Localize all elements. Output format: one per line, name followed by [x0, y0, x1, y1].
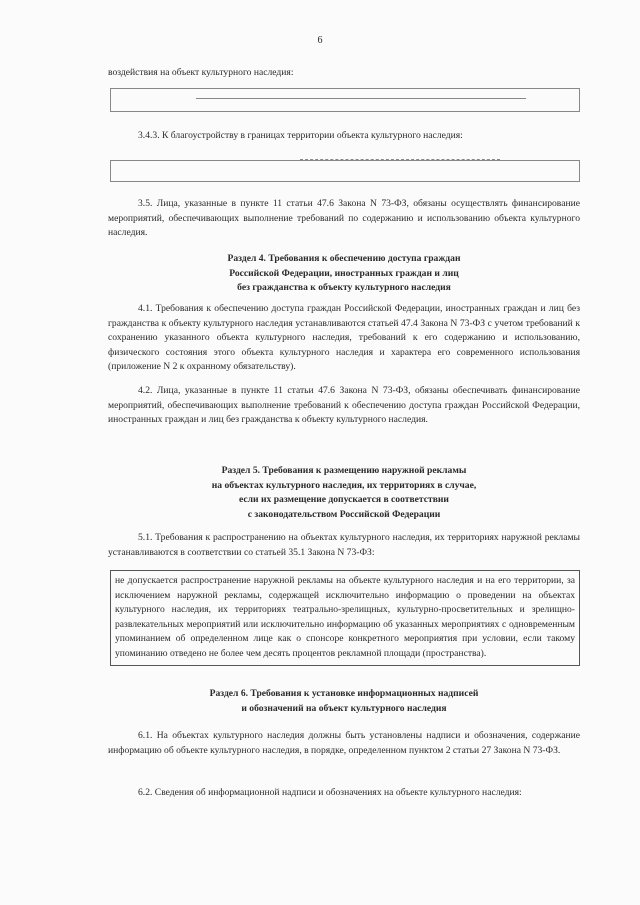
section6-title [108, 687, 580, 716]
item-6-2: 6.2. Сведения об информационной надписи и обозначениях на объекте культурного наследия: [138, 787, 522, 798]
item-5-1: 5.1. Требования к распространению на объектах культурного наследия, их территориях наружной рекламы устанавливаются в соответствии со статьей 35.1 Закона N 73-ФЗ: [108, 532, 580, 558]
impact-line: воздействия на объект культурного наследия: [108, 67, 294, 78]
item-3-4-3: 3.4.3. К благоустройству в границах территории объекта культурного наследия: [138, 130, 463, 141]
advertising-rules-box: не допускается распространение наружной рекламы на объекте культурного наследия и на его территории, за исключением наружной рекламы, содержащей исключительно информацию о проведении на объектах культурного наследия, их территориях театрально-зрелищных, культурно-просветительных и зрелищно-развлекательных мероприятий или исключительно информацию об указанных мероприятиях с одновременным упоминанием об определенном лице как о спонсоре конкретного мероприятия при условии, если такому упоминанию отведено не более чем десять процентов рекламной площади (пространства). [110, 570, 580, 666]
section4-title [108, 252, 580, 296]
section5-title-line: если их размещение допускается в соответствии [239, 494, 449, 506]
section4-title-line: Российской Федерации, иностранных граждан и лиц [229, 267, 459, 279]
section4-title-line: Раздел 4. Требования к обеспечению доступа граждан [227, 253, 461, 264]
item-3-5: 3.5. Лица, указанные в пункте 11 статьи 47.6 Закона N 73-ФЗ, обязаны осуществлять финансирование мероприятий, обеспечивающих выполнение требований по содержанию и использованию объекта культурного наследия. [108, 198, 580, 239]
item-4-2: 4.2. Лица, указанные в пункте 11 статьи 47.6 Закона N 73-ФЗ, обязаны обеспечивать финансирование мероприятий, обеспечивающих выполнение требований к обеспечению доступа граждан Российской Федерации, иностранных граждан и лиц без гражданства к объекту культурного наследия. [108, 385, 580, 426]
impact-empty-box [110, 88, 580, 112]
section5-title [108, 464, 580, 522]
section6-title-line: и обозначений на объект культурного наследия [241, 702, 447, 714]
item-4-1: 4.1. Требования к обеспечению доступа граждан Российской Федерации, иностранных граждан и лиц без гражданства к объекту культурного наследия устанавливаются статьей 47.4 Закона N 73-ФЗ с учетом требований к сохранению указанного объекта культурного наследия, требований к его содержанию и использованию, физического состояния этого объекта культурного наследия и характера его современного использования (приложение N 2 к охранному обязательству). [108, 303, 580, 373]
page-number: 6 [317, 35, 323, 46]
section5-title-line: с законодательством Российской Федерации [247, 508, 441, 520]
section4-title-line: без гражданства к объекту культурного наследия [237, 282, 451, 294]
improvement-empty-box [110, 160, 580, 182]
item-6-1: 6.1. На объектах культурного наследия должны быть установлены надписи и обозначения, содержание информацию об объекте культурного наследия, в порядке, определенном пунктом 2 статьи 27 Закона N 73-ФЗ. [108, 730, 580, 756]
section5-title-line: Раздел 5. Требования к размещению наружной рекламы [221, 465, 467, 476]
section6-title-line: Раздел 6. Требования к установке информационных надписей [209, 688, 479, 699]
section5-title-line: на объектах культурного наследия, их территориях в случае, [211, 479, 477, 491]
